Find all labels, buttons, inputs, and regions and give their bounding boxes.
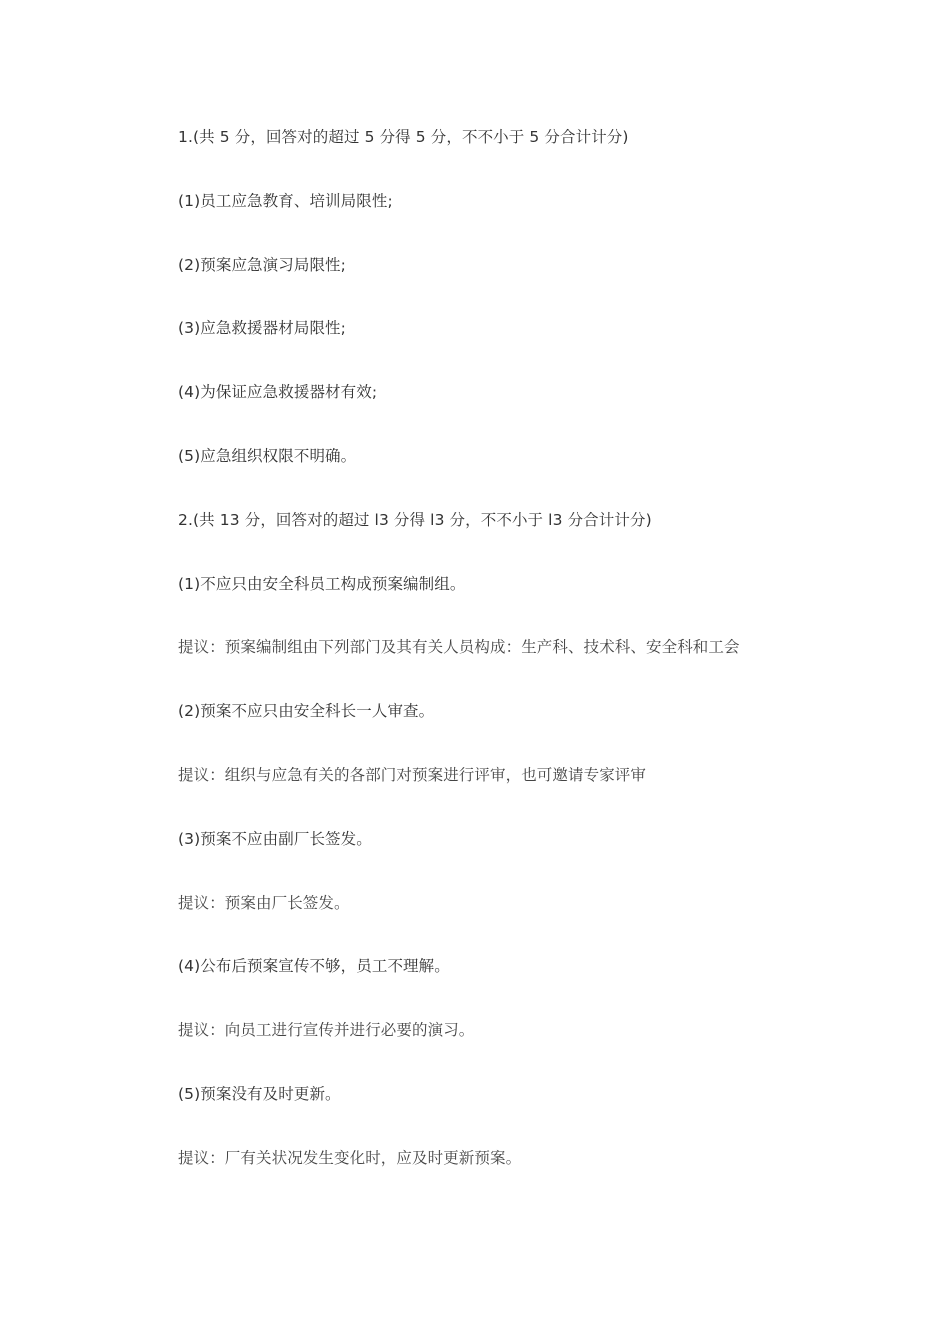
suggestion-text: 提议：预案编制组由下列部门及其有关人员构成：生产科、技术科、安全科和工会	[178, 638, 740, 657]
list-item: (1)不应只由安全科员工构成预案编制组。	[178, 574, 466, 593]
suggestion-text: 提议：预案由厂长签发。	[178, 893, 350, 912]
list-item: (1)员工应急教育、培训局限性;	[178, 191, 393, 210]
section-heading-1: 1.(共 5 分，回答对的超过 5 分得 5 分，不不小于 5 分合计计分)	[178, 128, 629, 146]
list-item: (5)应急组织权限不明确。	[178, 446, 357, 465]
suggestion-text: 提议：厂有关状况发生变化时，应及时更新预案。	[178, 1148, 522, 1167]
list-item: (3)预案不应由副厂长签发。	[178, 829, 372, 848]
document-body	[178, 124, 878, 1209]
list-item: (4)为保证应急救援器材有效;	[178, 383, 378, 402]
section-heading-2: 2.(共 13 分，回答对的超过 l3 分得 l3 分，不不小于 l3 分合计计分)	[178, 510, 652, 529]
list-item: (4)公布后预案宣传不够，员工不理解。	[178, 957, 450, 976]
list-item: (5)预案没有及时更新。	[178, 1084, 341, 1103]
list-item: (2)预案应急演习局限性;	[178, 255, 346, 274]
list-item: (2)预案不应只由安全科长一人审查。	[178, 702, 435, 721]
list-item: (3)应急救援器材局限性;	[178, 319, 346, 338]
suggestion-text: 提议：组织与应急有关的各部门对预案进行评审，也可邀请专家评审	[178, 765, 647, 784]
suggestion-text: 提议：向员工进行宣传并进行必要的演习。	[178, 1021, 475, 1040]
